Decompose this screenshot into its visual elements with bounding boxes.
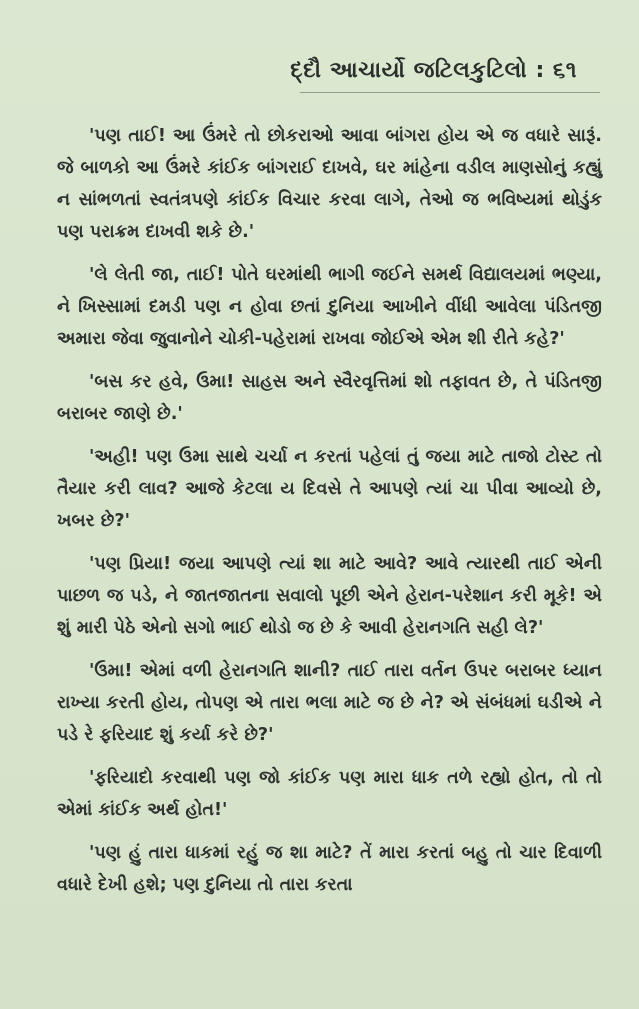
paragraph-4: 'અહી! પણ ઉમા સાથે ચર્ચા ન કરતાં પહેલાં તું જયા માટે તાજો ટોસ્ટ તો તૈયાર કરી લાવ? આજે કેટલા ય દિવસે તે આપણે ત્યાં ચા પીવા આવ્યો છે, ખબર છે?' [57, 447, 602, 531]
paragraph-3: 'બસ કર હવે, ઉમા! સાહસ અને સ્વૈરવૃત્તિમાં શો તફાવત છે, તે પંડિતજી બરાબર જાણે છે.' [57, 372, 602, 424]
paragraph-8: 'પણ હું તારા ધાકમાં રહું જ શા માટે? તેં મારા કરતાં બહુ તો ચાર દિવાળી વધારે દેખી હશે; પણ દુનિયા તો તારા કરતા [57, 843, 602, 895]
running-title: દ્દૌ આચાર્યો જટિલકુટિલો : ૬૧ [290, 58, 577, 83]
paragraph-5: 'પણ પ્રિયા! જયા આપણે ત્યાં શા માટે આવે? આવે ત્યારથી તાઈ એની પાછળ જ પડે, ને જાતજાતના સવાલો પૂછી એને હેરાન-પરેશાન કરી મૂકે! એ શું મારી પેઠે એનો સગો ભાઈ થોડો જ છે કે આવી હેરાનગતિ સહી લે?' [57, 554, 602, 638]
paragraph-2: 'લે લેતી જા, તાઈ! પોતે ઘરમાંથી ભાગી જઈને સમર્થ વિદ્યાલયમાં ભણ્યા, ને ખિસ્સામાં દમડી પણ ન હોવા છતાં દુનિયા આખીને વીંધી આવેલા પંડિતજી અમારા જેવા જુવાનોને ચોકી-પહેરામાં રાખવા જોઈએ એમ શી રીતે કહે?' [57, 265, 602, 349]
paragraph-7: 'ફરિયાદો કરવાથી પણ જો કાંઈક પણ મારા ધાક તળે રહ્યો હોત, તો તો એમાં કાંઈક અર્થ હોત!' [57, 768, 602, 820]
title-underline [300, 92, 600, 93]
body-text [57, 120, 602, 912]
paragraph-6: 'ઉમા! એમાં વળી હેરાનગતિ શાની? તાઈ તારા વર્તન ઉપર બરાબર ધ્યાન રાખ્યા કરતી હોય, તોપણ એ તારા ભલા માટે જ છે ને? એ સંબંધમાં ઘડીએ ને પડે રે ફરિયાદ શું કર્યા કરે છે?' [57, 661, 602, 745]
paragraph-1: 'પણ તાઈ! આ ઉંમરે તો છોકરાઓ આવા બાંગરા હોય એ જ વધારે સારૂં. જે બાળકો આ ઉંમરે કાંઈક બાંગરાઈ દાખવે, ઘર માંહેના વડીલ માણસોનું કહ્યું ન સાંભળતાં સ્વતંત્રપણે કાંઈક વિચાર કરવા લાગે, તેઓ જ ભવિષ્યમાં થોડુંક પણ પરાક્રમ દાખવી શકે છે.' [57, 126, 602, 242]
